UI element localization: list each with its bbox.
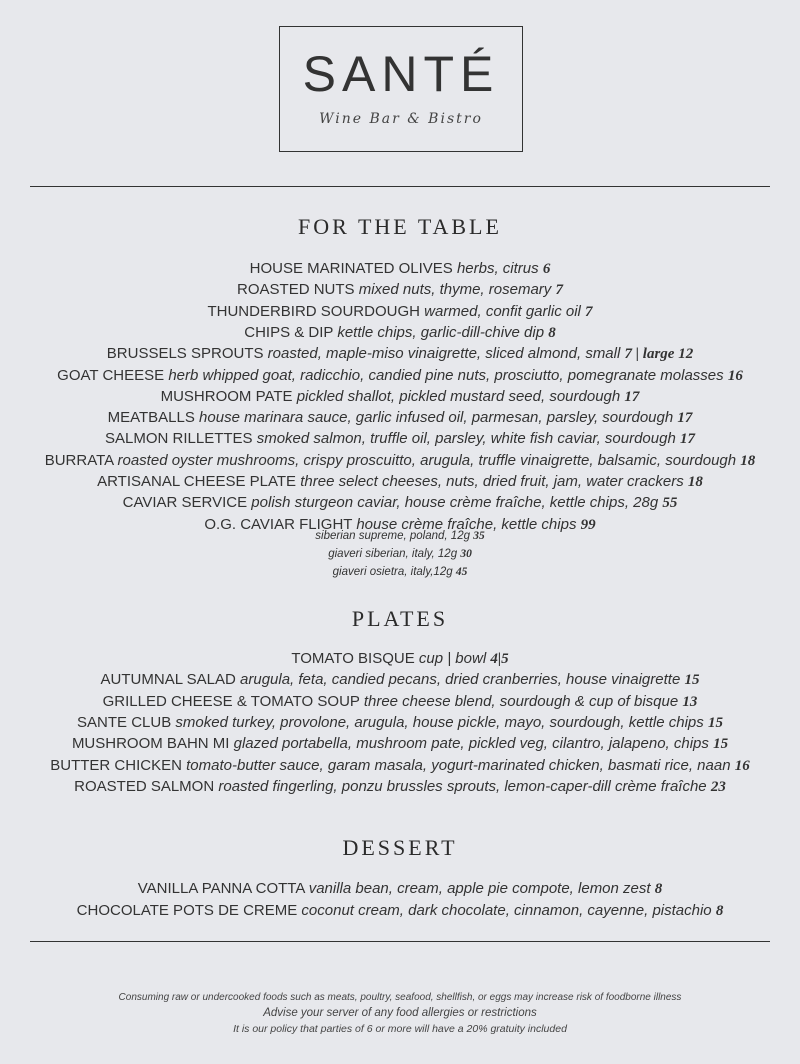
menu-item-description: coconut cream, dark chocolate, cinnamon, cayenne, pistachio — [301, 901, 712, 919]
menu-item-description: polish sturgeon caviar, house crème fraîche, kettle chips, 28g — [251, 494, 659, 512]
menu-item-name: SALMON RILLETTES — [105, 430, 253, 448]
menu-item-name: SANTE CLUB — [77, 713, 172, 731]
menu-item-name: THUNDERBIRD SOURDOUGH — [207, 302, 420, 320]
menu-item-price: 8 — [654, 881, 663, 897]
menu-item-name: HOUSE MARINATED OLIVES — [249, 260, 453, 277]
menu-item-price: 23 — [710, 778, 726, 795]
caviar-flight-description: giaveri osietra, italy,12g — [332, 566, 453, 578]
menu-item-description: smoked salmon, truffle oil, parsley, white fish caviar, sourdough — [256, 430, 676, 448]
logo-title: SANTÉ — [302, 46, 500, 102]
menu-item — [0, 408, 800, 428]
menu-item — [0, 259, 800, 279]
menu-item-price: 7 | large 12 — [624, 346, 694, 363]
menu-item-description: three select cheeses, nuts, dried fruit, jam, water crackers — [300, 473, 684, 490]
menu-item-price: 18 — [687, 474, 703, 490]
menu-item-price: 8 — [715, 902, 724, 919]
menu-item-price: 4|5 — [490, 651, 509, 667]
menu-item — [0, 366, 800, 386]
menu-item — [0, 451, 800, 471]
caviar-flight-price: 35 — [473, 530, 485, 542]
caviar-flight-option — [0, 546, 800, 562]
menu-item — [0, 387, 800, 407]
menu-item-price: 17 — [679, 431, 695, 448]
menu-item-price: 15 — [713, 736, 729, 753]
menu-item — [0, 302, 800, 322]
caviar-flight-description: giaveri siberian, italy, 12g — [328, 548, 458, 560]
menu-item — [0, 344, 800, 364]
menu-item-price: 17 — [624, 388, 640, 405]
menu-item-price: 6 — [542, 261, 551, 277]
footer-gratuity-notice: It is our policy that parties of 6 or more will have a 20% gratuity included — [233, 1023, 567, 1035]
menu-item-description: warmed, confit garlic oil — [424, 302, 581, 320]
menu-item-price: 7 — [555, 282, 563, 299]
menu-item-name: AUTUMNAL SALAD — [100, 671, 236, 689]
menu-item-name: MUSHROOM BAHN MI — [71, 735, 230, 753]
menu-item-price: 16 — [727, 367, 743, 384]
menu-item — [0, 670, 800, 690]
menu-item-description: pickled shallot, pickled mustard seed, sourdough — [296, 387, 621, 405]
caviar-flight-description: siberian supreme, poland, 12g — [315, 530, 470, 542]
menu-item — [0, 879, 800, 899]
menu-item — [0, 692, 800, 712]
section-title-for-the-table: FOR THE TABLE — [298, 214, 502, 239]
menu-item-description: roasted fingerling, ponzu brussles sprouts, lemon-caper-dill crème fraîche — [218, 777, 707, 795]
menu-item-name: GOAT CHEESE — [57, 366, 165, 384]
menu-item-description: tomato-butter sauce, garam masala, yogurt-marinated chicken, basmati rice, naan — [186, 756, 731, 774]
menu-item-name: ROASTED NUTS — [237, 281, 355, 299]
menu-item-name: MEATBALLS — [107, 409, 195, 427]
menu-item-description: house crème fraîche, kettle chips — [356, 515, 577, 533]
menu-item-name: ROASTED SALMON — [74, 777, 215, 795]
menu-item-name: MUSHROOM PATE — [160, 387, 293, 405]
menu-item — [0, 280, 800, 300]
menu-item-description: roasted, maple-miso vinaigrette, sliced almond, small — [267, 345, 621, 363]
menu-item-description: house marinara sauce, garlic infused oil, parmesan, parsley, sourdough — [199, 409, 674, 427]
menu-item — [0, 901, 800, 921]
menu-item-price: 16 — [734, 757, 750, 774]
menu-item-price: 7 — [585, 303, 593, 320]
menu-item — [0, 649, 800, 669]
menu-item — [0, 713, 800, 733]
menu-item — [0, 493, 800, 513]
menu-item-description: vanilla bean, cream, apple pie compote, lemon zest — [308, 880, 651, 897]
menu-item-name: ARTISANAL CHEESE PLATE — [97, 473, 297, 490]
footer-allergy-notice: Advise your server of any food allergies or restrictions — [263, 1007, 537, 1019]
logo-subtitle: Wine Bar & Bistro — [319, 111, 483, 127]
menu-item-name: TOMATO BISQUE — [291, 650, 415, 667]
menu-item-description: glazed portabella, mushroom pate, pickled veg, cilantro, jalapeno, chips — [233, 735, 709, 753]
menu-item — [0, 734, 800, 754]
caviar-flight-price: 45 — [455, 566, 468, 578]
menu-item-description: herbs, citrus — [456, 260, 539, 277]
menu-item-name: VANILLA PANNA COTTA — [137, 880, 305, 897]
menu-item-name: BUTTER CHICKEN — [50, 756, 182, 774]
menu-item-price: 18 — [740, 452, 756, 469]
logo — [279, 26, 523, 152]
menu-item — [0, 777, 800, 797]
menu-item-description: arugula, feta, candied pecans, dried cranberries, house vinaigrette — [240, 671, 681, 689]
menu-item-price: 15 — [684, 672, 700, 689]
menu-item — [0, 756, 800, 776]
menu-item-description: smoked turkey, provolone, arugula, house pickle, mayo, sourdough, kettle chips — [175, 713, 704, 731]
menu-item-name: CAVIAR SERVICE — [122, 494, 248, 512]
menu-item — [0, 323, 800, 343]
section-title-dessert: DESSERT — [342, 835, 458, 860]
section-title-plates: PLATES — [351, 606, 449, 631]
menu-item — [0, 429, 800, 449]
menu-item-name: BRUSSELS SPROUTS — [106, 345, 264, 363]
menu-item-description: mixed nuts, thyme, rosemary — [358, 281, 552, 299]
caviar-flight-option — [0, 564, 800, 580]
footer-foodborne-notice: Consuming raw or undercooked foods such as meats, poultry, seafood, shellfish, or eggs may increase risk of foodborne illness — [118, 992, 682, 1003]
menu-item-name: BURRATA — [44, 451, 114, 469]
menu-item-price: 15 — [707, 714, 723, 731]
menu-item — [0, 472, 800, 492]
menu-item-name: CHOCOLATE POTS DE CREME — [76, 901, 298, 919]
menu-item-price: 55 — [662, 495, 678, 512]
caviar-flight-option — [0, 528, 800, 544]
menu-item-price: 17 — [677, 410, 693, 427]
menu-item-description: herb whipped goat, radicchio, candied pine nuts, prosciutto, pomegranate molasses — [168, 366, 724, 384]
menu-item-name: CHIPS & DIP — [244, 323, 334, 341]
menu-item-description: roasted oyster mushrooms, crispy proscuitto, arugula, truffle vinaigrette, balsamic, sourdough — [117, 451, 737, 469]
divider-top — [30, 186, 770, 187]
caviar-flight-price: 30 — [460, 548, 472, 560]
divider-bottom — [30, 941, 770, 942]
menu-item-name: O.G. CAVIAR FLIGHT — [204, 515, 353, 533]
menu-item-description: kettle chips, garlic-dill-chive dip — [337, 323, 545, 341]
menu-item-description: three cheese blend, sourdough & cup of bisque — [363, 692, 679, 710]
menu-item-price: 13 — [682, 693, 698, 710]
menu-item-price: 99 — [580, 516, 596, 533]
menu-item-name: GRILLED CHEESE & TOMATO SOUP — [102, 692, 360, 710]
menu-item-price: 8 — [548, 324, 556, 341]
menu-item-description: cup | bowl — [418, 650, 487, 667]
